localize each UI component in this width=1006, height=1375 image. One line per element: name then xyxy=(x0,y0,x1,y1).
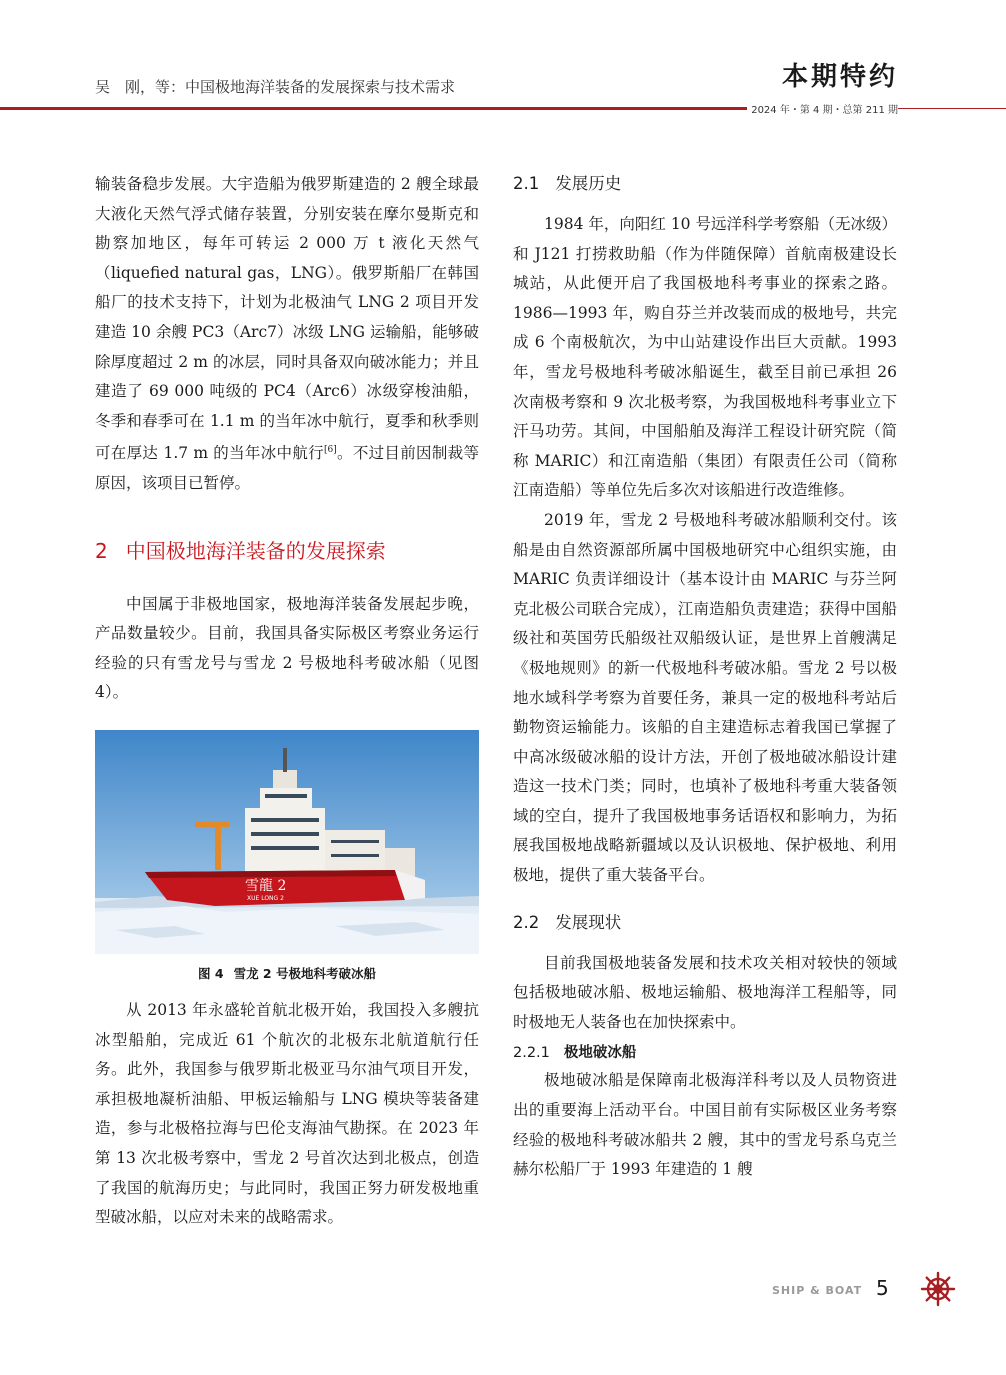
page-number: 5 xyxy=(876,1276,889,1300)
section-paragraph: 中国属于非极地国家，极地海洋装备发展起步晚，产品数量较少。目前，我国具备实际极区考察业务运行经验的只有雪龙号与雪龙 2 号极地科考破冰船（见图 4）。 xyxy=(95,594,479,702)
subsection-number: 2.1 xyxy=(513,174,540,193)
header-rule xyxy=(0,107,750,110)
citation-ref: [6] xyxy=(323,445,337,456)
right-column xyxy=(513,170,897,1185)
running-title: 吴 刚，等：中国极地海洋装备的发展探索与技术需求 xyxy=(95,78,456,96)
subsection-heading-2-1 xyxy=(513,170,897,194)
figure-label: 图 4 xyxy=(198,966,224,982)
paragraph-tail: 。不过目前因制裁等原因，该项目已暂停。 xyxy=(95,444,479,493)
section-title: 中国极地海洋装备的发展探索 xyxy=(125,538,386,563)
paragraph-continued xyxy=(95,170,479,499)
section-heading xyxy=(95,535,479,564)
paragraph-text: 输装备稳步发展。大宇造船为俄罗斯建造的 2 艘全球最大液化天然气浮式储存装置，分别安装在摩尔曼斯克和勘察加地区，每年可转运 2 000 万 t 液化天然气（liquefied natural gas，LNG）。俄罗斯船厂在韩国船厂的技术支持下，计划为北极油气 LNG 2 项目开发建造 10 余艘 PC3（Arc7）冰级 LNG 运输船，能够破除厚度超过 2 m 的冰层，同时具备双向破冰能力；并且建造了 69 000 吨级的 PC4（Arc6）冰级穿梭油船，冬季和春季可在 1.1 m 的当年冰中航行，夏季和秋季则可在厚达 1.7 m 的当年冰中航行 xyxy=(95,175,479,463)
figure-caption-text: 雪龙 2 号极地科考破冰船 xyxy=(233,966,376,982)
subsection-title: 发展现状 xyxy=(555,912,622,932)
subsection-heading-2-2-1 xyxy=(513,1041,897,1062)
ship-wheel-icon xyxy=(920,1271,956,1307)
issue-info: 2024 年・第 4 期・总第 211 期 xyxy=(747,101,898,116)
subsection-heading-2-2 xyxy=(513,909,897,933)
subsection-number: 2.2 xyxy=(513,912,540,932)
ship-name-en: XUE LONG 2 xyxy=(247,895,284,903)
subsection-title: 极地破冰船 xyxy=(563,1045,637,1062)
paragraph-history-1: 1984 年，向阳红 10 号远洋科学考察船（无冰级）和 J121 打捞救助船（作为伴随保障）首航南极建设长城站，从此便开启了我国极地科考事业的探索之路。1986—1993 年，购自芬兰并改装而成的极地号，共完成 6 个南极航次，为中山站建设作出巨大贡献。1993 年，雪龙号极地科考破冰船诞生，截至目前已承担 26 次南极考察和 9 次北极考察，为我国极地科考事业立下汗马功劳。其间，中国船舶及海洋工程设计研究院（简称 MARIC）和江南造船（集团）有限责任公司（简称江南造船）等单位先后多次对该船进行改造维修。 xyxy=(513,215,897,500)
footer-brand: SHIP & BOAT xyxy=(772,1284,863,1297)
icebreaker-illustration xyxy=(95,730,479,954)
paragraph-after-figure: 从 2013 年永盛轮首航北极开始，我国投入多艘抗冰型船舶，完成近 61 个航次的北极东北航道航行任务。此外，我国参与俄罗斯北极亚马尔油气项目开发，承担极地凝析油船、甲板运输船与 LNG 模块等装备建造，参与北极格拉海与巴伦支海油气勘探。在 2023 年第 13 次北极考察中，雪龙 2 号首次达到北极点，创造了我国的航海历史；与此同时，我国正努力研发极地重型破冰船，以应对未来的战略需求。 xyxy=(95,1001,479,1227)
paragraph-icebreaker: 极地破冰船是保障南北极海洋科考以及人员物资进出的重要海上活动平台。中国目前有实际极区业务考察经验的极地科考破冰船共 2 艘，其中的雪龙号系乌克兰赫尔松船厂于 1993 年建造的 1 艘 xyxy=(513,1071,897,1179)
subsection-number: 2.2.1 xyxy=(513,1045,550,1062)
section-number: 2 xyxy=(95,538,108,563)
ship-name-cn: 雪龍 2 xyxy=(245,878,287,895)
subsection-title: 发展历史 xyxy=(555,174,622,193)
paragraph-status: 目前我国极地装备发展和技术攻关相对较快的领域包括极地破冰船、极地运输船、极地海洋工程船等，同时极地无人装备也在加快探索中。 xyxy=(513,953,897,1031)
figure-caption xyxy=(95,964,479,982)
left-column xyxy=(95,170,479,1233)
figure-icebreaker-photo xyxy=(95,730,479,954)
paragraph-history-2: 2019 年，雪龙 2 号极地科考破冰船顺利交付。该船是由自然资源部所属中国极地研究中心组织实施，由 MARIC 负责详细设计（基本设计由 MARIC 与芬兰阿克北极公司联合完成），江南造船负责建造；获得中国船级社和英国劳氏船级社双船级认证，是世界上首艘满足《极地规则》的新一代极地科考破冰船。雪龙 2 号以极地水域科学考察为首要任务，兼具一定的极地科考站后勤物资运输能力。该船的自主建造标志着我国已掌握了中高冰级破冰船的设计方法，开创了极地破冰船设计建造这一技术门类；同时，也填补了极地科考重大装备领域的空白，提升了我国极地事务话语权和影响力，为拓展我国极地战略新疆域以及认识极地、保护极地、利用极地，提供了重大装备平台。 xyxy=(513,510,897,885)
section-label: 本期特约 xyxy=(781,62,898,92)
